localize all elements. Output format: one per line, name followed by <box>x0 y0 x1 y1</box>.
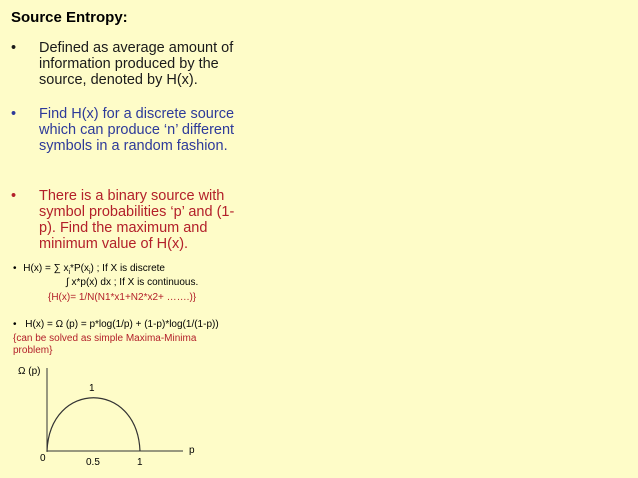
formula-continuous: ∫ x*p(x) dx ; If X is continuous. <box>66 277 199 288</box>
entropy-graph <box>0 360 240 470</box>
entropy-curve <box>47 398 140 451</box>
graph-ylabel: Ω (p) <box>18 366 41 377</box>
bullet-text: There is a binary source with symbol probabilities ‘p’ and (1-p). Find the maximum and minimum value of H(x). <box>39 188 235 252</box>
bullet-marker: • <box>11 106 17 122</box>
formula-main: H(x) = ∑ x <box>23 263 69 274</box>
slide-title: Source Entropy: <box>11 9 128 26</box>
formula-text: H(x) = Ω (p) = p*log(1/p) + (1-p)*log(1/(1-p)) <box>25 319 219 330</box>
graph-tick-half: 0.5 <box>86 457 100 468</box>
formula-subscript: i <box>88 269 91 276</box>
formula-average: {H(x)= 1/N(N1*x1+N2*x2+ …….)} <box>48 292 197 303</box>
formula-mid: *P(x <box>70 263 89 274</box>
bullet-definition <box>11 40 241 90</box>
bullet-text: Find H(x) for a discrete source which can produce ‘n’ different symbols in a random fashion. <box>39 106 235 154</box>
bullet-marker: • <box>11 188 17 204</box>
formula-note: {can be solved as simple Maxima-Minima problem} <box>13 333 197 356</box>
formula-binary-entropy <box>13 319 219 330</box>
formula-bullet: • <box>13 263 17 274</box>
graph-peak-label: 1 <box>89 383 95 394</box>
formula-end: ) ; If X is discrete <box>90 263 165 274</box>
formula-bullet: • <box>13 319 17 330</box>
formula-discrete <box>13 263 165 276</box>
formula-subscript: i <box>68 269 71 276</box>
bullet-discrete-source <box>11 106 241 172</box>
bullet-marker: • <box>11 40 17 56</box>
bullet-binary-source <box>11 188 241 254</box>
graph-xlabel: p <box>189 445 195 456</box>
graph-tick-one: 1 <box>137 457 143 468</box>
bullet-text: Defined as average amount of information produced by the source, denoted by H(x). <box>39 40 234 88</box>
graph-origin: 0 <box>40 453 46 464</box>
